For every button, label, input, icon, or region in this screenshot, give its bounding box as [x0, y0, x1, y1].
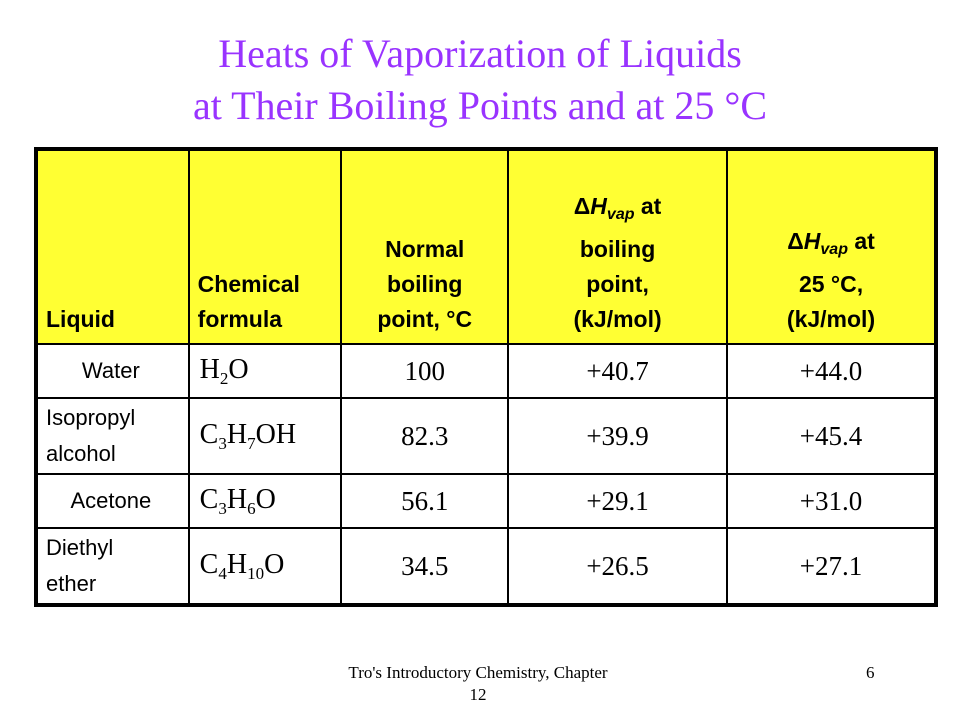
header-normal-boiling-point: Normal boiling point, °C [341, 149, 508, 344]
table-row [36, 474, 936, 528]
cell-liquid: Isopropyl alcohol [36, 398, 189, 474]
formula-subscript: 3 [218, 433, 227, 453]
formula-subscript: 3 [218, 498, 227, 518]
footer-source: Tro's Introductory Chemistry, Chapter 12 [348, 663, 608, 704]
table-row [36, 344, 936, 398]
cell-hvap-25c: +44.0 [727, 344, 936, 398]
cell-liquid: Water [36, 344, 189, 398]
formula-element: C [199, 548, 219, 580]
formula-subscript: 10 [247, 563, 265, 583]
cell-liquid: Acetone [36, 474, 189, 528]
cell-hvap-boiling-point: +39.9 [508, 398, 727, 474]
heats-of-vaporization-table [34, 147, 938, 607]
formula-element: H [226, 418, 248, 450]
cell-boiling-point: 100 [341, 344, 508, 398]
cell-formula [189, 474, 342, 528]
formula-element: O [228, 353, 249, 385]
cell-boiling-point: 56.1 [341, 474, 508, 528]
cell-liquid: Diethyl ether [36, 528, 189, 605]
cell-hvap-25c: +45.4 [727, 398, 936, 474]
cell-formula [189, 528, 342, 605]
formula-element: H [226, 483, 248, 515]
table-row [36, 398, 936, 474]
header-hvap-boiling-point: $\Delta H_{vap}$ at boiling point, (kJ/mol) [508, 149, 727, 344]
formula-subscript: 6 [247, 498, 256, 518]
formula-element: H [226, 548, 248, 580]
formula-element: OH [255, 418, 297, 450]
formula-subscript: 7 [247, 433, 256, 453]
header-chemical-formula: Chemical formula [189, 149, 342, 344]
cell-formula [189, 398, 342, 474]
header-liquid: Liquid [36, 149, 189, 344]
page-number: 6 [866, 663, 875, 682]
table-body [36, 344, 936, 605]
slide-title-line-1: Heats of Vaporization of Liquids [218, 31, 742, 76]
header-hvap-25c: $\Delta H_{vap}$ at 25 °C, (kJ/mol) [727, 149, 936, 344]
slide-title-line-2: at Their Boiling Points and at 25 °C [192, 83, 768, 128]
formula-element: H [199, 353, 220, 385]
table-row [36, 528, 936, 605]
cell-hvap-boiling-point: +29.1 [508, 474, 727, 528]
cell-hvap-boiling-point: +40.7 [508, 344, 727, 398]
cell-boiling-point: 34.5 [341, 528, 508, 605]
cell-formula [189, 344, 342, 398]
cell-hvap-25c: +31.0 [727, 474, 936, 528]
cell-hvap-25c: +27.1 [727, 528, 936, 605]
formula-element: O [264, 548, 285, 580]
formula-element: O [255, 483, 276, 515]
formula-subscript: 2 [219, 368, 229, 388]
cell-boiling-point: 82.3 [341, 398, 508, 474]
slide-title [0, 28, 960, 132]
formula-element: C [199, 483, 219, 515]
table-header-row [36, 149, 936, 344]
formula-subscript: 4 [218, 563, 227, 583]
formula-element: C [199, 418, 219, 450]
cell-hvap-boiling-point: +26.5 [508, 528, 727, 605]
